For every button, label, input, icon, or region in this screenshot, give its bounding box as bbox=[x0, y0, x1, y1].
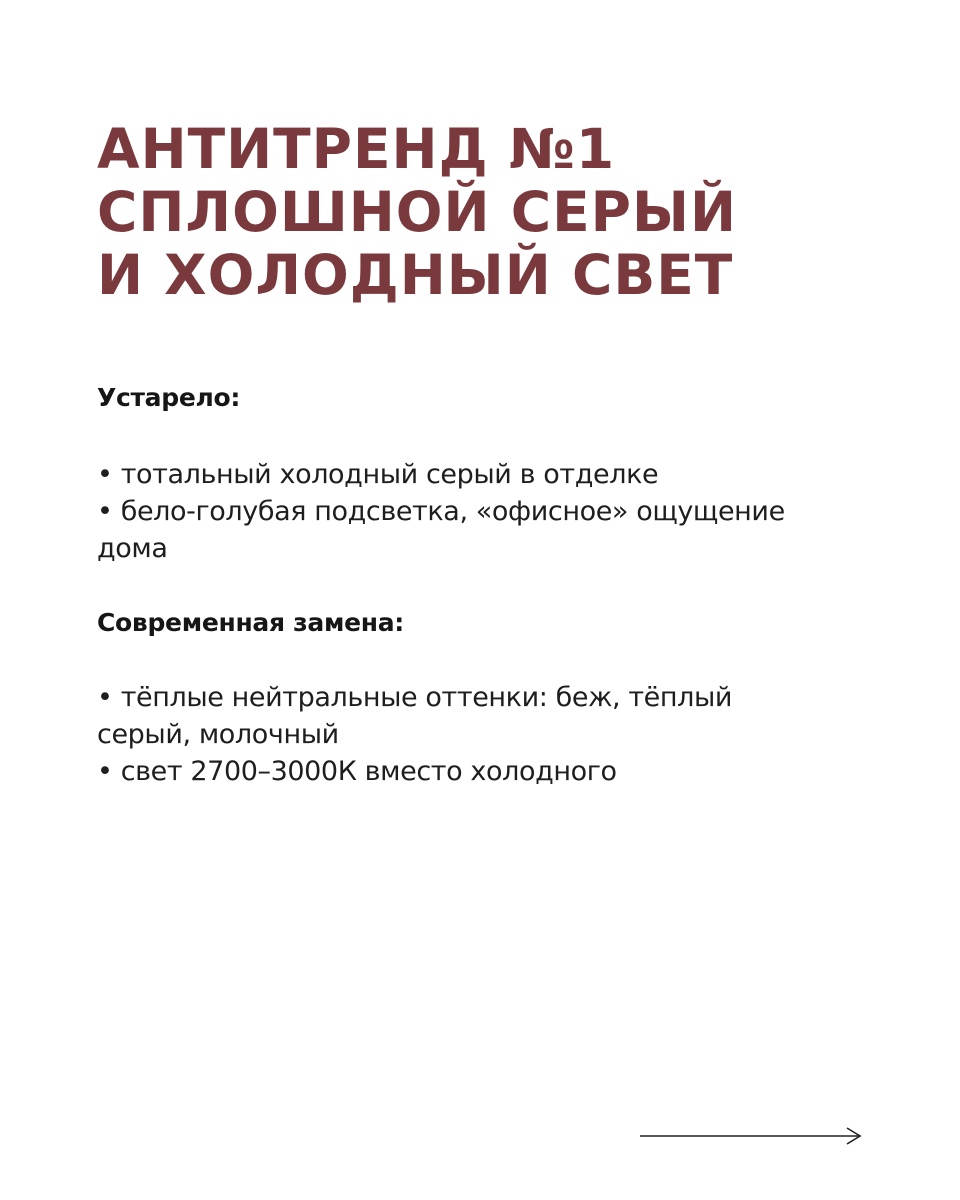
title-line-3: И ХОЛОДНЫЙ СВЕТ bbox=[97, 243, 734, 307]
list-item-text: • тотальный холодный серый в отделке bbox=[97, 459, 659, 490]
outdated-heading: Устарело: bbox=[97, 383, 241, 412]
replacement-list bbox=[97, 679, 877, 790]
list-item-text-continued: серый, молочный bbox=[97, 719, 339, 750]
list-item bbox=[97, 493, 877, 567]
list-item-text: • тёплые нейтральные оттенки: беж, тёплый bbox=[97, 682, 733, 713]
page-title bbox=[97, 118, 897, 307]
list-item-text: • бело-голубая подсветка, «офисное» ощущение bbox=[97, 496, 785, 527]
arrow-right-icon[interactable] bbox=[640, 1126, 864, 1146]
list-item bbox=[97, 456, 877, 493]
list-item bbox=[97, 679, 877, 753]
outdated-list bbox=[97, 456, 877, 567]
list-item bbox=[97, 753, 877, 790]
list-item-text-continued: дома bbox=[97, 533, 168, 564]
title-line-1: АНТИТРЕНД №1 bbox=[97, 117, 616, 181]
list-item-text: • свет 2700–3000К вместо холодного bbox=[97, 756, 617, 787]
replacement-heading: Современная замена: bbox=[97, 608, 404, 637]
title-line-2: СПЛОШНОЙ СЕРЫЙ bbox=[97, 180, 738, 244]
